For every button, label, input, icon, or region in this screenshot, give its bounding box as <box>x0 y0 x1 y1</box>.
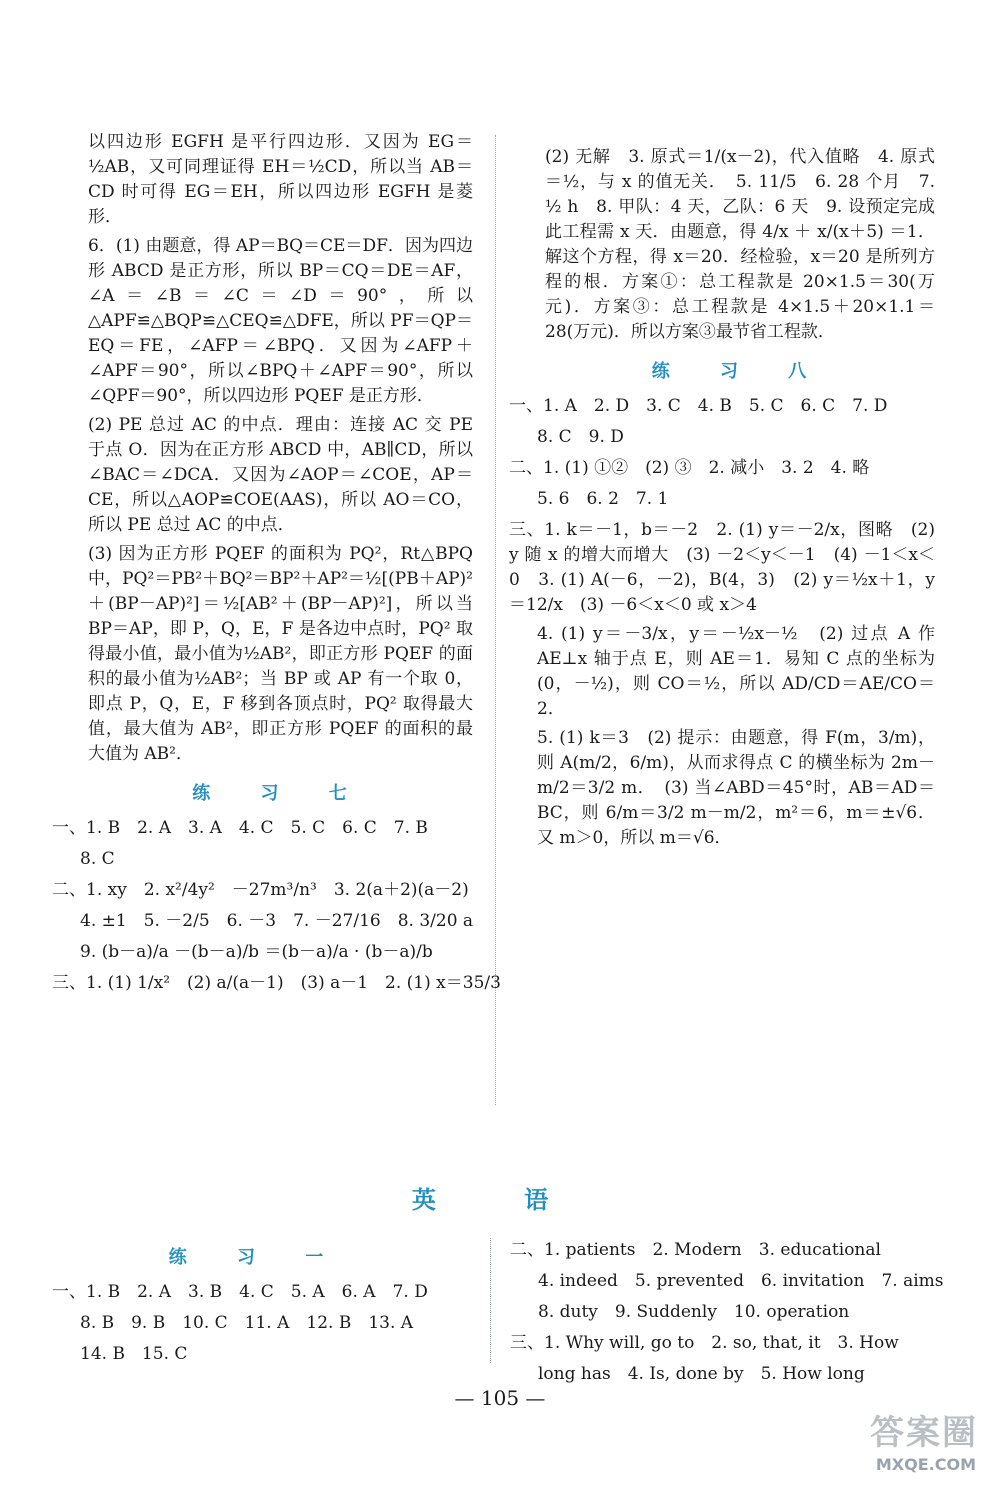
math-paragraph: 4. (1) y＝－3/x，y＝－½x－½ (2) 过点 A 作 AE⊥x 轴于点 E，则 AE＝1．易知 C 点的坐标为 (0，－½)，则 CO＝½，所以 AD/CD＝AE/CO＝2． <box>537 624 935 719</box>
subject-title-english: 英 语 <box>411 1186 589 1214</box>
math-paragraph: (2) 无解 3. 原式＝1/(x－2)，代入值略 4. 原式＝½，与 x 的值无关． 5. 11/5 6. 28 个月 7. ½ h 8. 甲队：4 天，乙队：6 天 9. 设预定完成此工程需 x 天．由题意，得 4/x ＋ x/(x＋5) ＝1．解这个方程，得 x＝20．经检验，x＝20 是所列方程的根．方案①：总工程款是 20×1.5＝30(万元)．方案③：总工程款是 4×1.5＋20×1.1＝28(万元)．所以方案③最节省工程款． <box>545 147 935 342</box>
math-right-column <box>509 145 935 855</box>
watermark <box>851 1403 986 1478</box>
section-title-practice-8: 练 习 八 <box>651 361 829 382</box>
practice-8-answers <box>509 394 935 851</box>
math-paragraph: 三、1. k＝－1，b＝－2 2. (1) y＝－2/x，图略 (2) y 随 x 的增大而增大 (3) －2＜y＜－1 (4) －1＜x＜0 3. (1) A(－6，－2)，B(4，3) (2) y＝½x＋1，y＝12/x (3) －6＜x＜0 或 x＞4 <box>509 520 935 615</box>
answer-row: 三、1. Why will, go to 2. so, that, it 3. How <box>510 1333 899 1353</box>
answer-row: 8. B 9. B 10. C 11. A 12. B 13. A <box>80 1313 414 1333</box>
math-paragraph: 6．(1) 由题意，得 AP＝BQ＝CE＝DF．因为四边形 ABCD 是正方形，所以 BP＝CQ＝DE＝AF，∠A＝∠B＝∠C＝∠D＝90°，所以△APF≌△BQP≌△CEQ≌△DFE，所以 PF＝QP＝EQ＝FE，∠AFP＝∠BPQ．又因为∠AFP＋∠APF＝90°，所以∠BPQ＋∠APF＝90°，所以∠QPF＝90°，所以四边形 PQEF 是正方形． <box>88 236 473 406</box>
english-left-column <box>52 1245 462 1373</box>
math-left-column <box>52 130 501 1002</box>
watermark-logo: 答案圈 <box>870 1413 978 1453</box>
answer-row: 8. duty 9. Suddenly 10. operation <box>538 1302 850 1322</box>
answer-row: long has 4. Is, done by 5. How long <box>538 1364 865 1384</box>
answer-row: 5. 6 6. 2 7. 1 <box>537 489 669 509</box>
answer-row: 4. ±1 5. －2/5 6. －3 7. －27/16 8. 3/20 a <box>80 911 474 931</box>
column-divider-top <box>495 135 496 1105</box>
section-title-practice-7: 练 习 七 <box>192 783 369 804</box>
math-paragraph: 以四边形 EGFH 是平行四边形．又因为 EG＝½AB，又可同理证得 EH＝½CD，所以当 AB＝CD 时可得 EG＝EH，所以四边形 EGFH 是菱形． <box>88 132 473 227</box>
english-right-column <box>510 1238 944 1393</box>
answer-row: 二、1. patients 2. Modern 3. educational <box>510 1240 881 1260</box>
answer-row: 8. C 9. D <box>537 427 624 447</box>
page-number: — 105 — <box>454 1386 546 1410</box>
math-paragraph: (3) 因为正方形 PQEF 的面积为 PQ²，Rt△BPQ 中，PQ²＝PB²＋BQ²＝BP²＋AP²＝½[(PB＋AP)²＋(BP－AP)²]＝½[AB²＋(BP－AP)²]，所以当 BP＝AP，即 P，Q，E，F 是各边中点时，PQ² 取得最小值，最小值为½AB²，即正方形 PQEF 的面积的最小值为½AB²；当 BP 或 AP 有一个取 0，即点 P，Q，E，F 移到各顶点时，PQ² 取得最大值，最大值为 AB²，即正方形 PQEF 的面积的最大值为 AB²． <box>88 544 473 764</box>
math-paragraph: (2) PE 总过 AC 的中点．理由：连接 AC 交 PE 于点 O．因为在正方形 ABCD 中，AB∥CD，所以∠BAC＝∠DCA．又因为∠AOP＝∠COE，AP＝CE，所以△AOP≌COE(AAS)，所以 AO＝CO，所以 PE 总过 AC 的中点． <box>88 415 473 535</box>
answer-row: 二、1. (1) ①② (2) ③ 2. 减小 3. 2 4. 略 <box>509 458 870 478</box>
answer-row: 一、1. B 2. A 3. B 4. C 5. A 6. A 7. D <box>52 1282 428 1302</box>
answer-row: 一、1. B 2. A 3. A 4. C 5. C 6. C 7. B <box>52 818 428 838</box>
answer-row: 14. B 15. C <box>80 1344 188 1364</box>
practice-7-answers <box>52 816 501 996</box>
math-paragraph: 5. (1) k＝3 (2) 提示：由题意，得 F(m，3/m)，则 A(m/2，6/m)，从而求得点 C 的横坐标为 2m－m/2＝3/2 m． (3) 当∠ABD＝45°时，AB＝AD＝BC，则 6/m＝3/2 m－m/2，m²＝6，m＝±√6．又 m＞0，所以 m＝√6． <box>537 728 935 848</box>
answer-row: 4. indeed 5. prevented 6. invitation 7. aims <box>538 1271 944 1291</box>
section-title-practice-1: 练 习 一 <box>168 1247 346 1268</box>
answer-row: 一、1. A 2. D 3. C 4. B 5. C 6. C 7. D <box>509 396 888 416</box>
answer-row: 二、1. xy 2. x²/4y² －27m³/n³ 3. 2(a＋2)(a－2) <box>52 880 469 900</box>
watermark-site: MXQE.COM <box>875 1455 976 1474</box>
column-divider-bottom <box>490 1238 491 1363</box>
answer-row: 三、1. (1) 1/x² (2) a/(a－1) (3) a－1 2. (1) x＝35/3 <box>52 973 501 993</box>
answer-row: 9. (b－a)/a －(b－a)/b ＝(b－a)/a · (b－a)/b <box>80 942 433 962</box>
answer-row: 8. C <box>80 849 115 869</box>
